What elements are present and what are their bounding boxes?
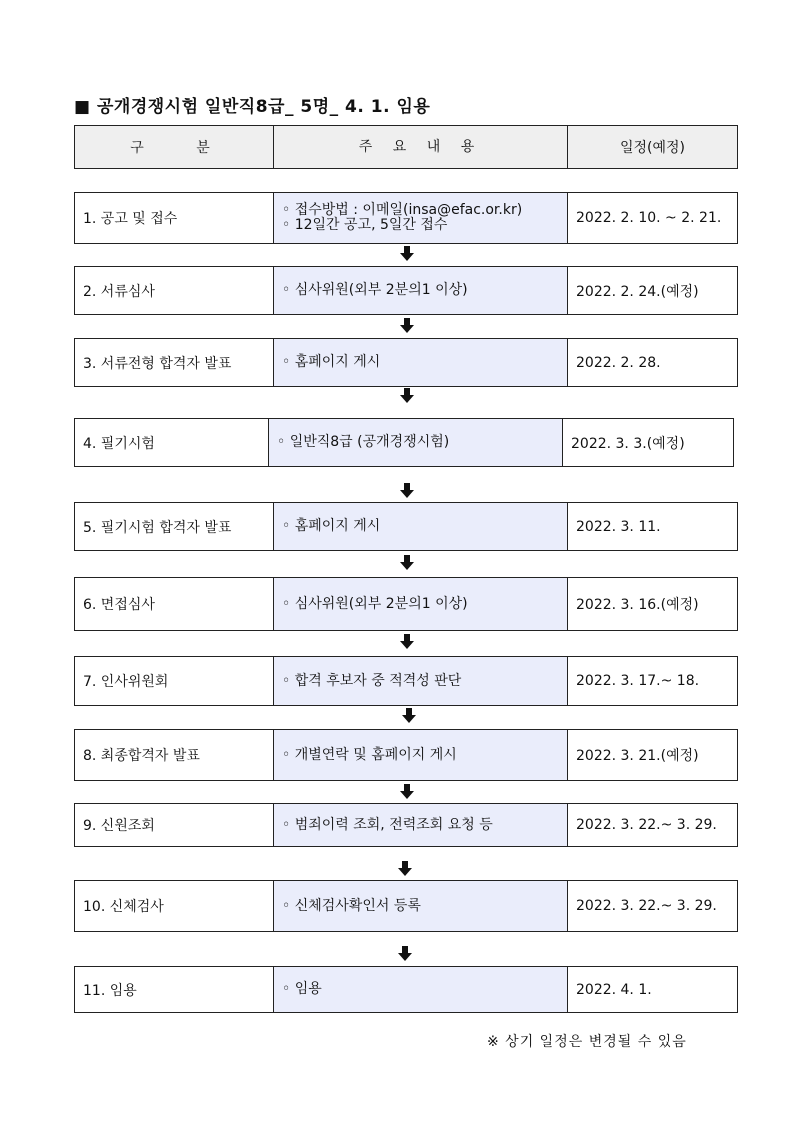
step-detail-line: ◦ 12일간 공고, 5일간 접수 xyxy=(282,217,448,233)
step-label: 5. 필기시험 합격자 발표 xyxy=(75,503,274,550)
step-date: 2022. 3. 17.~ 18. xyxy=(576,673,700,689)
step-details: ◦ 임용 xyxy=(274,967,568,1012)
down-arrow-icon xyxy=(399,555,415,571)
step-row-7 xyxy=(74,656,738,706)
step-date: 2022. 4. 1. xyxy=(576,981,652,998)
step-label: 6. 면접심사 xyxy=(75,578,274,630)
down-arrow-icon xyxy=(399,246,415,262)
step-details xyxy=(274,193,568,243)
step-details: ◦ 심사위원(외부 2분의1 이상) xyxy=(274,267,568,314)
step-details: ◦ 개별연락 및 홈페이지 게시 xyxy=(274,730,568,780)
schedule-header xyxy=(74,125,738,169)
step-date: 2022. 3. 16.(예정) xyxy=(576,597,699,613)
step-details: ◦ 홈페이지 게시 xyxy=(274,339,568,386)
step-detail-line: ◦ 접수방법 : 이메일(insa@efac.or.kr) xyxy=(282,202,523,218)
step-label: 4. 필기시험 xyxy=(75,419,269,466)
step-row-1 xyxy=(74,192,738,244)
step-label: 9. 신원조회 xyxy=(75,804,274,846)
step-row-8 xyxy=(74,729,738,781)
step-details: ◦ 일반직8급 (공개경쟁시험) xyxy=(269,419,563,466)
step-label: 11. 임용 xyxy=(75,967,274,1012)
step-row-2 xyxy=(74,266,738,315)
step-label: 2. 서류심사 xyxy=(75,267,274,314)
header-schedule: 일정(예정) xyxy=(568,126,737,168)
step-details: ◦ 범죄이력 조회, 전력조회 요청 등 xyxy=(274,804,568,846)
down-arrow-icon xyxy=(397,946,413,962)
step-label: 7. 인사위원회 xyxy=(75,657,274,705)
step-row-4 xyxy=(74,418,734,467)
down-arrow-icon xyxy=(399,388,415,404)
down-arrow-icon xyxy=(399,634,415,650)
step-label: 3. 서류전형 합격자 발표 xyxy=(75,339,274,386)
down-arrow-icon xyxy=(401,708,417,724)
step-details: ◦ 심사위원(외부 2분의1 이상) xyxy=(274,578,568,630)
step-row-11 xyxy=(74,966,738,1013)
step-row-10 xyxy=(74,880,738,932)
step-label: 1. 공고 및 접수 xyxy=(75,193,274,243)
step-date: 2022. 3. 22.~ 3. 29. xyxy=(576,898,717,914)
step-label: 8. 최종합격자 발표 xyxy=(75,730,274,780)
step-date: 2022. 3. 11. xyxy=(576,518,661,535)
step-date: 2022. 3. 3.(예정) xyxy=(571,435,685,452)
down-arrow-icon xyxy=(397,861,413,877)
step-details: ◦ 홈페이지 게시 xyxy=(274,503,568,550)
step-date: 2022. 3. 22.~ 3. 29. xyxy=(576,817,717,833)
down-arrow-icon xyxy=(399,784,415,800)
step-date: 2022. 2. 24.(예정) xyxy=(576,283,699,300)
step-date: 2022. 3. 21.(예정) xyxy=(576,748,699,764)
header-content: 주 요 내 용 xyxy=(274,126,568,168)
page-title: ■ 공개경쟁시험 일반직8급_ 5명_ 4. 1. 임용 xyxy=(74,97,431,117)
step-date: 2022. 2. 28. xyxy=(576,354,661,371)
down-arrow-icon xyxy=(399,318,415,334)
step-date: 2022. 2. 10. ~ 2. 21. xyxy=(576,210,722,226)
step-details: ◦ 합격 후보자 중 적격성 판단 xyxy=(274,657,568,705)
step-row-6 xyxy=(74,577,738,631)
schedule-change-note: ※ 상기 일정은 변경될 수 있음 xyxy=(487,1034,687,1050)
step-row-3 xyxy=(74,338,738,387)
down-arrow-icon xyxy=(399,483,415,499)
step-row-9 xyxy=(74,803,738,847)
step-row-5 xyxy=(74,502,738,551)
step-label: 10. 신체검사 xyxy=(75,881,274,931)
step-details: ◦ 신체검사확인서 등록 xyxy=(274,881,568,931)
header-category: 구 분 xyxy=(75,126,274,168)
